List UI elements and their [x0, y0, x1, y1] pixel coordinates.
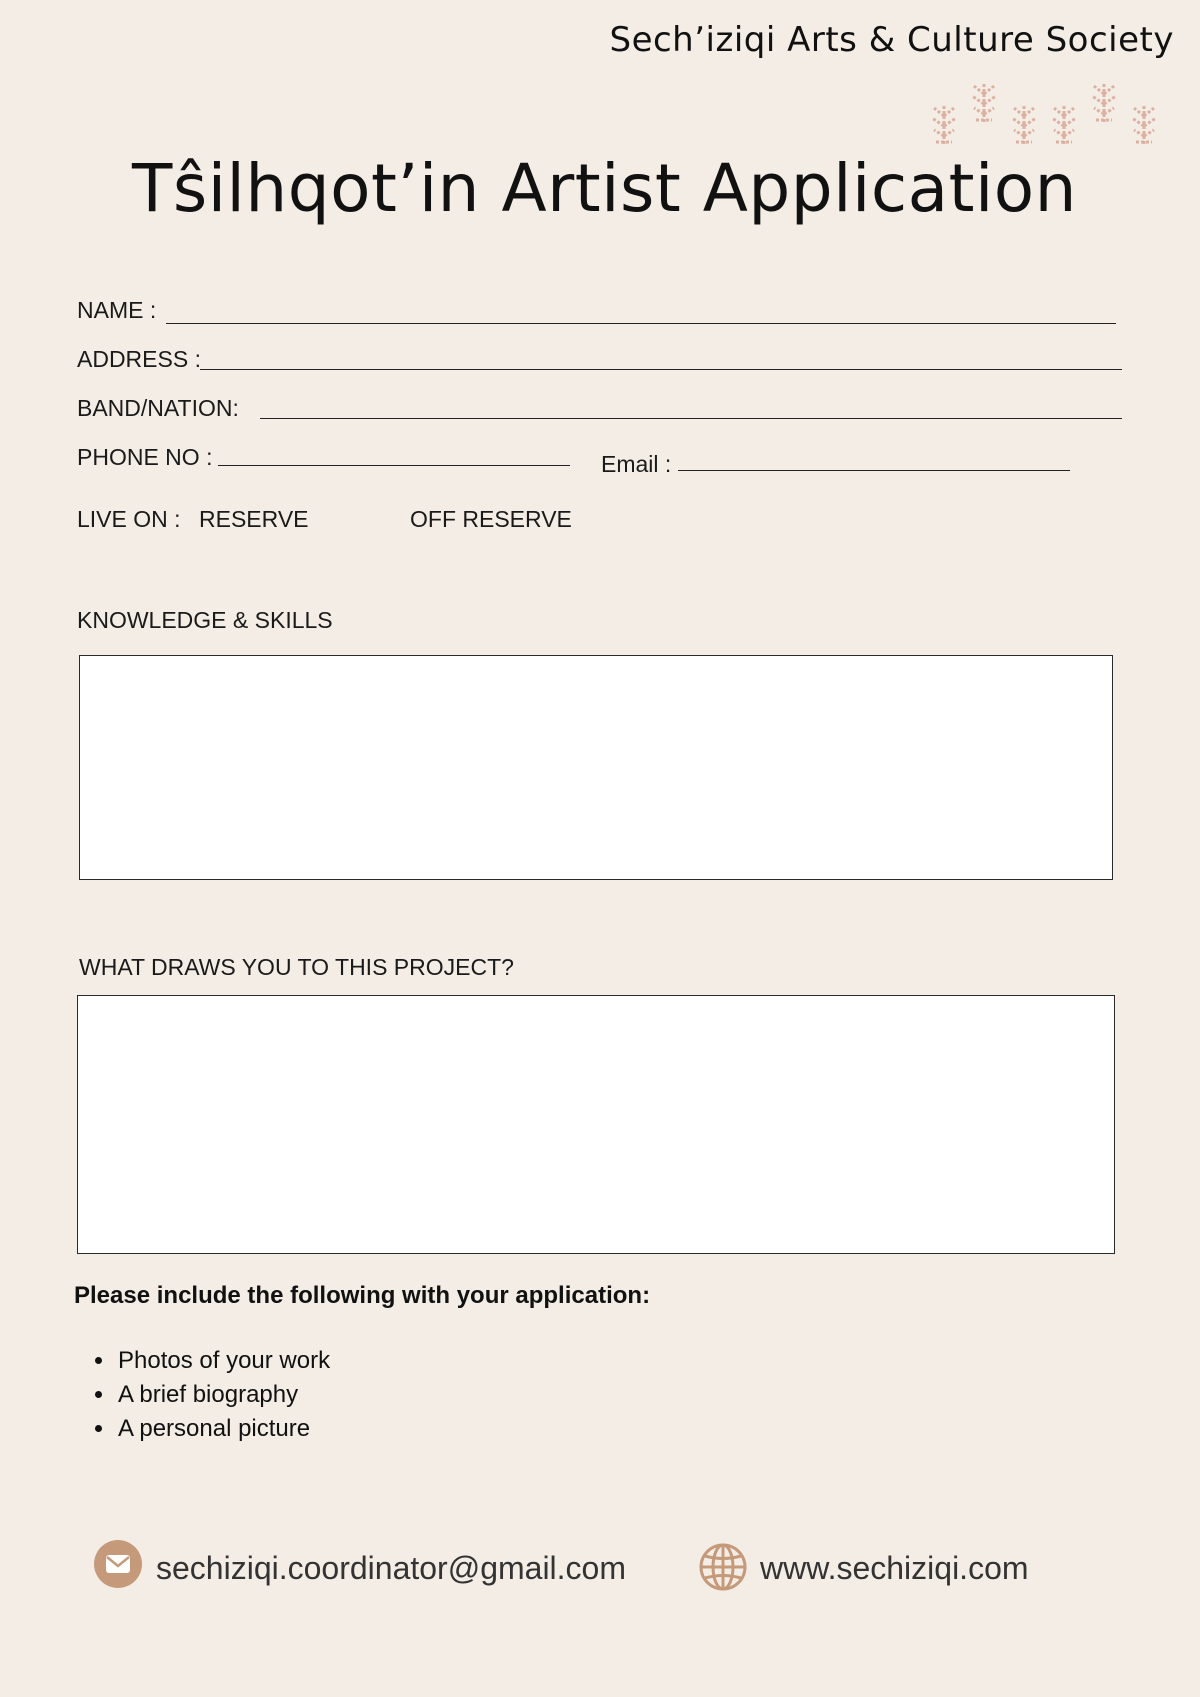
website-link[interactable]: www.sechiziqi.com — [760, 1550, 1029, 1586]
requirements-list — [88, 1344, 330, 1446]
project-answer-textarea[interactable] — [77, 995, 1115, 1254]
knowledge-skills-textarea[interactable] — [79, 655, 1113, 880]
band-nation-field[interactable] — [260, 418, 1122, 419]
contact-email[interactable]: sechiziqi.coordinator@gmail.com — [156, 1550, 626, 1586]
knowledge-skills-label: KNOWLEDGE & SKILLS — [77, 607, 333, 633]
globe-icon — [698, 1542, 748, 1592]
decorative-ornament-icon — [920, 72, 1170, 154]
email-field[interactable] — [678, 470, 1070, 471]
organization-name: Sech’iziqi Arts & Culture Society — [609, 20, 1174, 60]
phone-label: PHONE NO : — [77, 444, 213, 470]
address-field[interactable] — [200, 369, 1122, 370]
address-label: ADDRESS : — [77, 346, 201, 372]
list-item: • A personal picture — [116, 1412, 330, 1446]
mail-icon — [94, 1540, 142, 1588]
option-reserve[interactable]: RESERVE — [199, 506, 309, 532]
name-label: NAME : — [77, 297, 157, 323]
name-field[interactable] — [166, 323, 1116, 324]
page-title: Tŝilhqot’in Artist Application — [132, 150, 1077, 227]
band-nation-label: BAND/NATION: — [77, 395, 239, 421]
list-item: • A brief biography — [116, 1378, 330, 1412]
project-question-label: WHAT DRAWS YOU TO THIS PROJECT? — [79, 954, 514, 980]
live-on-label: LIVE ON : — [77, 506, 181, 532]
option-off-reserve[interactable]: OFF RESERVE — [410, 506, 572, 532]
phone-field[interactable] — [218, 465, 570, 466]
email-label: Email : — [601, 451, 672, 477]
requirements-heading: Please include the following with your application: — [74, 1282, 651, 1309]
list-item: • Photos of your work — [116, 1344, 330, 1378]
